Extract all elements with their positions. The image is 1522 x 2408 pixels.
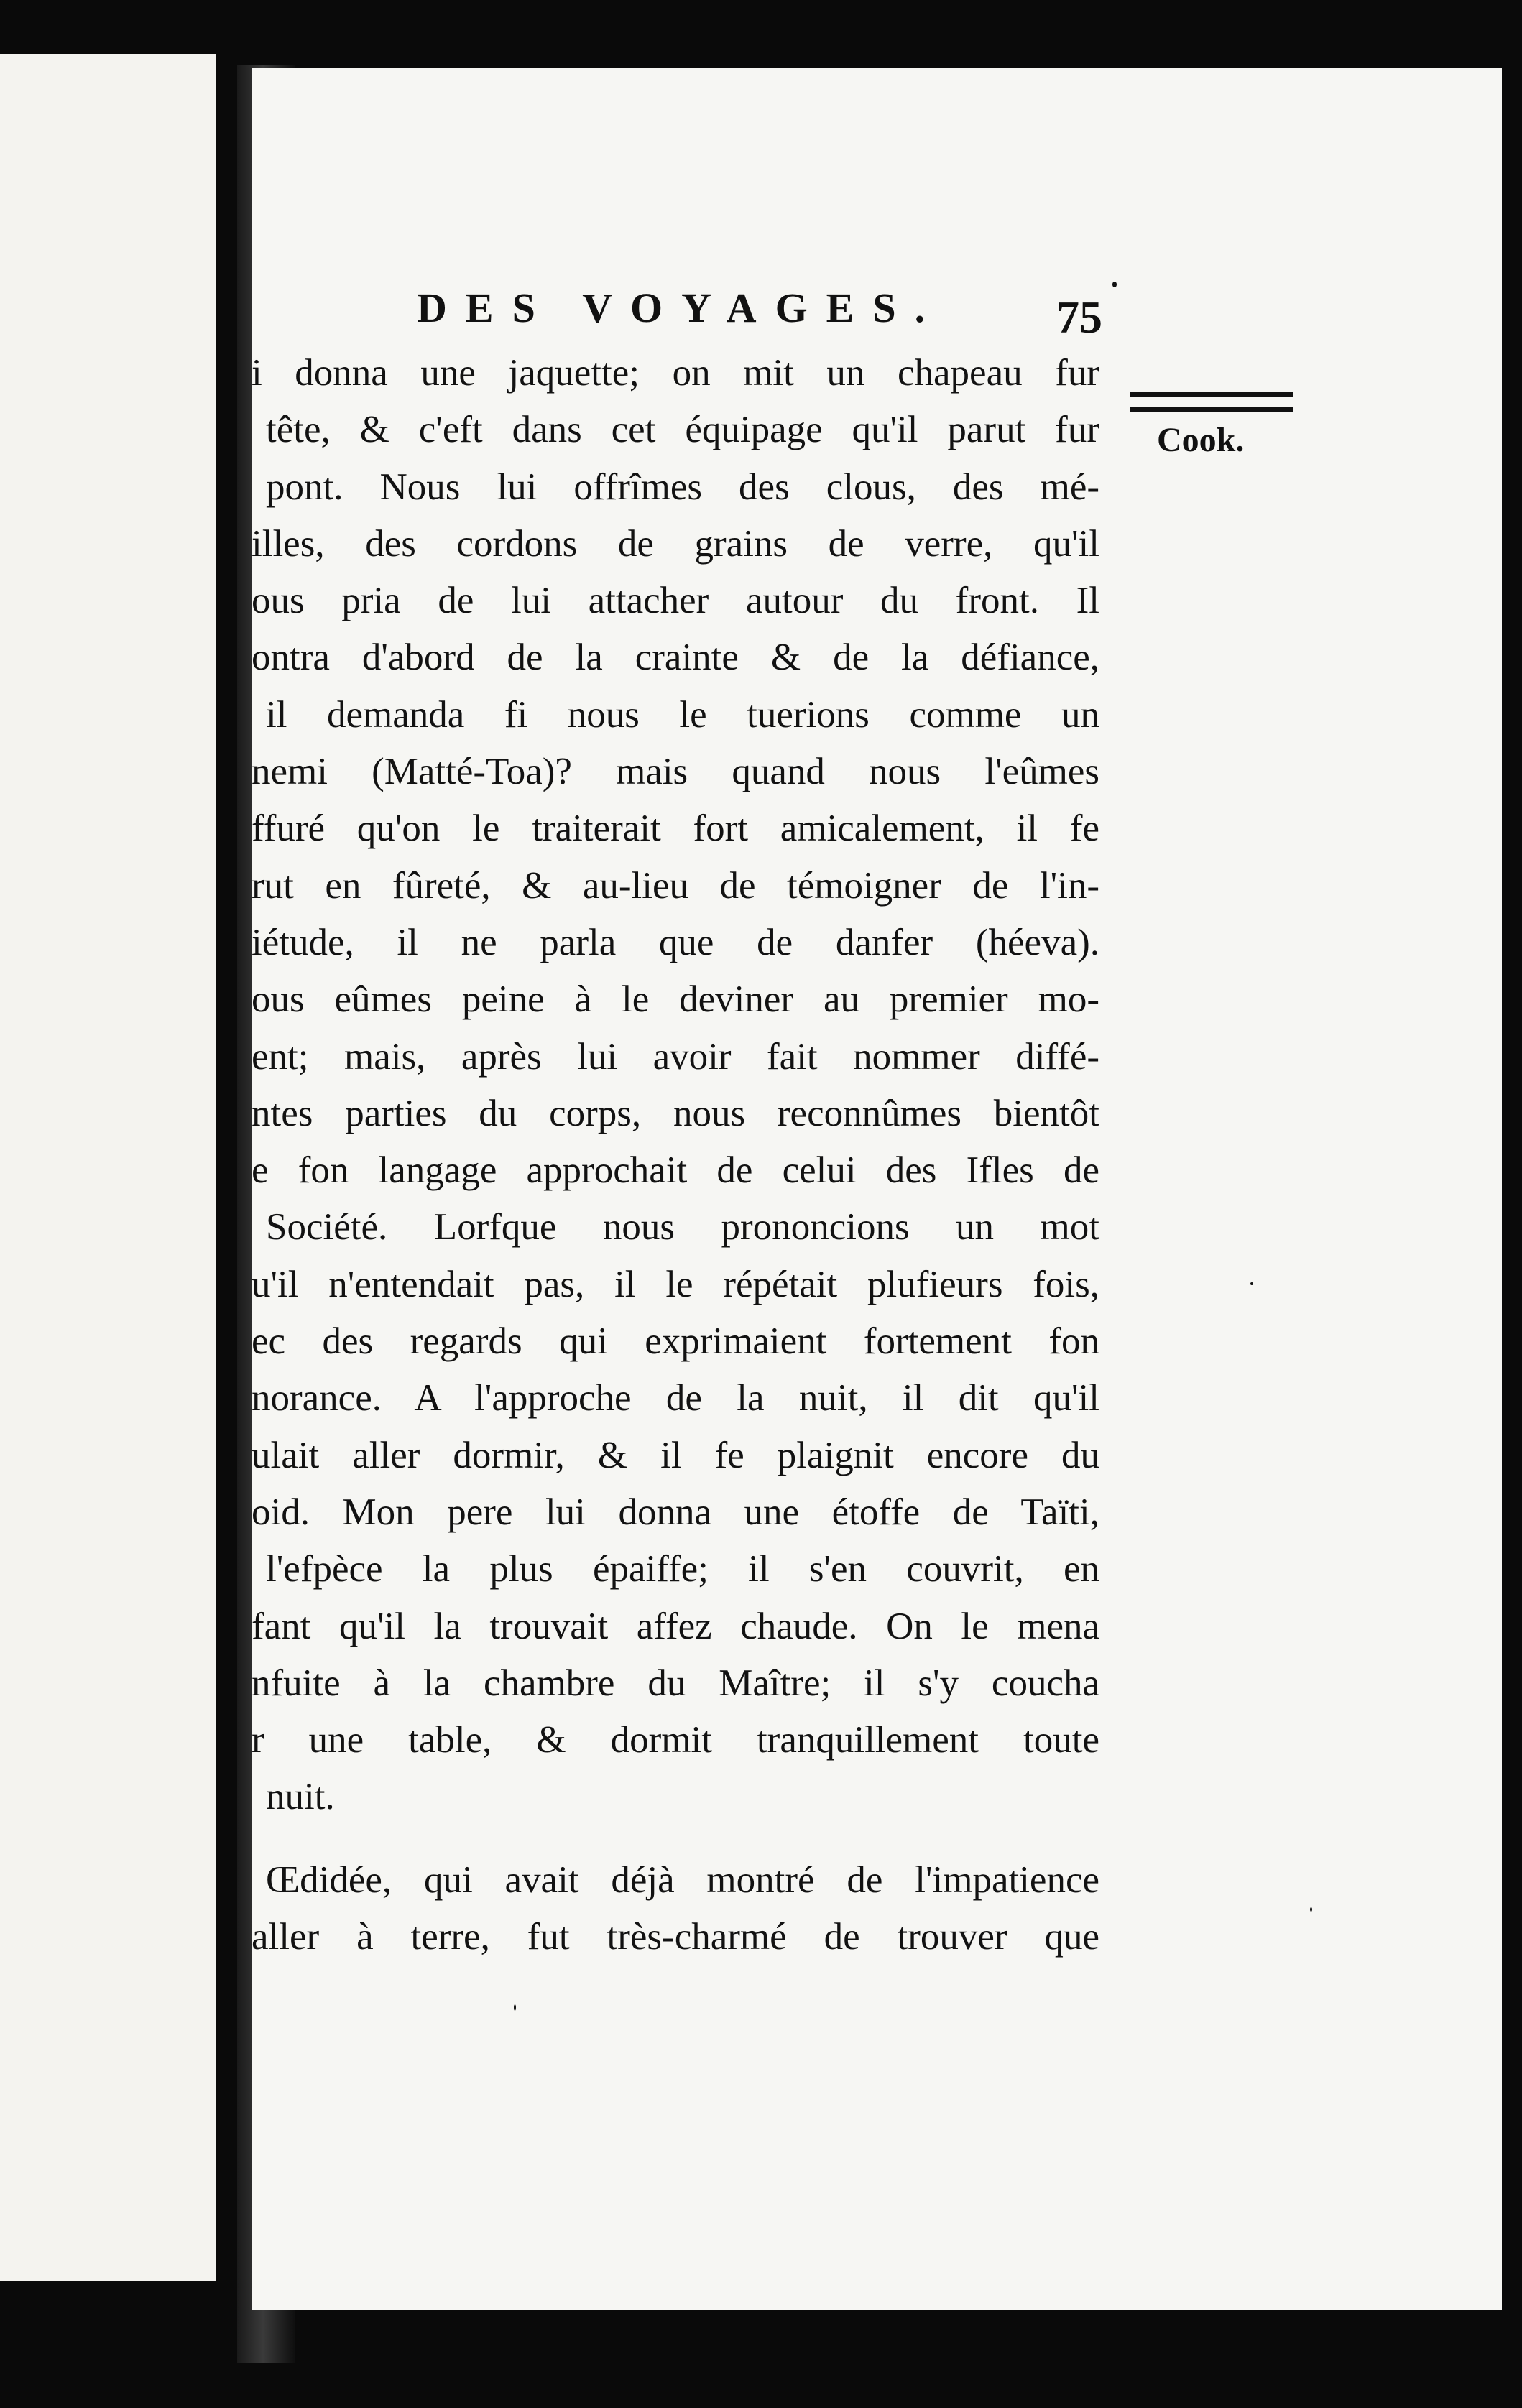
text-line: fant qu'il la trouvait affez chaude. On le mena bbox=[252, 1605, 1099, 1647]
ink-speck bbox=[1310, 1907, 1312, 1912]
text-line: illes, des cordons de grains de verre, qu'il bbox=[252, 522, 1099, 565]
text-line: tête, & c'eft dans cet équipage qu'il parut fur bbox=[266, 409, 1099, 451]
text-line: ous pria de lui attacher autour du front. Il bbox=[252, 580, 1099, 622]
margin-note: Cook. bbox=[1157, 421, 1245, 459]
running-title: DES VOYAGES. bbox=[417, 284, 944, 331]
text-line: ous eûmes peine à le deviner au premier mo- bbox=[252, 978, 1099, 1021]
text-line: r une table, & dormit tranquillement toute bbox=[252, 1719, 1099, 1761]
text-line: ntes parties du corps, nous reconnûmes bientôt bbox=[252, 1092, 1099, 1134]
text-line: ffuré qu'on le traiterait fort amicalement, il fe bbox=[252, 807, 1099, 850]
text-line: ontra d'abord de la crainte & de la défiance, bbox=[252, 636, 1099, 679]
text-line: nemi (Matté-Toa)? mais quand nous l'eûmes bbox=[252, 751, 1099, 793]
text-line: l'efpèce la plus épaiffe; il s'en couvrit, en bbox=[266, 1548, 1099, 1590]
text-line: il demanda fi nous le tuerions comme un bbox=[266, 693, 1099, 736]
text-line: ec des regards qui exprimaient fortement fon bbox=[252, 1320, 1099, 1363]
text-line: u'il n'entendait pas, il le répétait plufieurs fois, bbox=[252, 1263, 1099, 1305]
text-line: ulait aller dormir, & il fe plaignit encore du bbox=[252, 1434, 1099, 1476]
text-line: pont. Nous lui offrîmes des clous, des mé- bbox=[266, 466, 1099, 508]
text-line: Œdidée, qui avait déjà montré de l'impatience bbox=[266, 1858, 1099, 1901]
text-line: oid. Mon pere lui donna une étoffe de Taïti, bbox=[252, 1491, 1099, 1533]
text-line: nuit. bbox=[266, 1776, 335, 1818]
margin-rule bbox=[1130, 392, 1293, 412]
paragraph-gap bbox=[252, 1826, 1099, 1852]
left-page-edge bbox=[0, 54, 216, 2281]
text-line: iétude, il ne parla que de danfer (héeva). bbox=[252, 921, 1099, 963]
page-number: 75 bbox=[1056, 292, 1102, 343]
text-line: norance. A l'approche de la nuit, il dit qu'il bbox=[252, 1377, 1099, 1420]
ink-speck bbox=[1250, 1282, 1253, 1285]
text-line: aller à terre, fut très-charmé de trouver que bbox=[252, 1916, 1099, 1958]
body-text bbox=[252, 345, 1099, 1965]
text-line: e fon langage approchait de celui des Ifles de bbox=[252, 1149, 1099, 1192]
text-line: Société. Lorfque nous prononcions un mot bbox=[266, 1206, 1099, 1249]
text-line: i donna une jaquette; on mit un chapeau fur bbox=[252, 352, 1099, 394]
ink-speck bbox=[514, 2004, 516, 2011]
text-line: rut en fûreté, & au-lieu de témoigner de l'in- bbox=[252, 864, 1099, 907]
ink-speck bbox=[1112, 282, 1117, 287]
text-line: nfuite à la chambre du Maître; il s'y coucha bbox=[252, 1662, 1099, 1704]
text-line: ent; mais, après lui avoir fait nommer diffé- bbox=[252, 1035, 1099, 1078]
